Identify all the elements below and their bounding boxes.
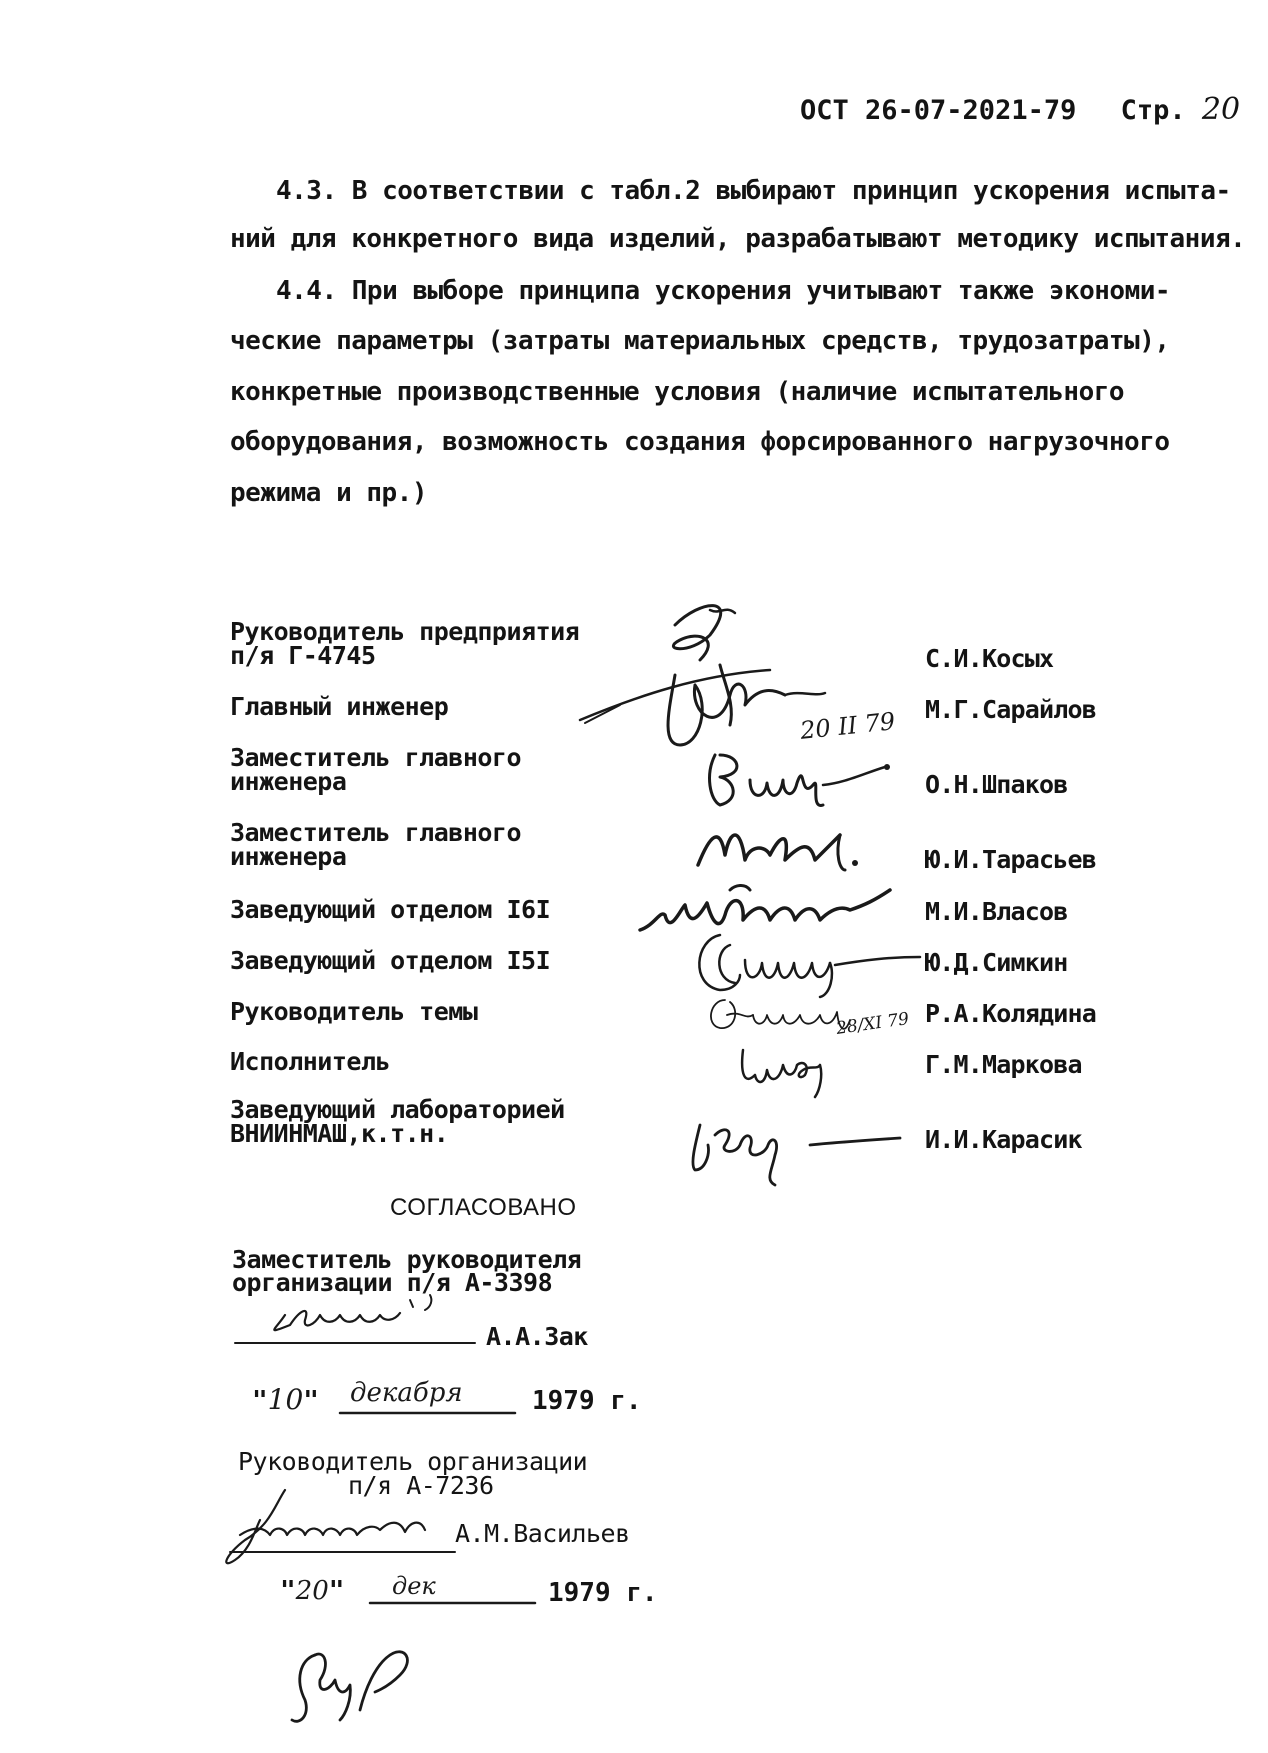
date-underline	[340, 1410, 520, 1416]
signature-vasiliev	[215, 1480, 465, 1570]
signatory-name: О.Н.Шпаков	[925, 770, 1068, 799]
signatory-title-line: Заместитель главного	[230, 818, 522, 847]
agreed-second-month: дек	[392, 1572, 436, 1600]
agreed-first-title-line: организации п/я А-3398	[232, 1268, 553, 1297]
signatory-title-line: Исполнитель	[230, 1047, 391, 1076]
signatory-title-line: Руководитель темы	[230, 997, 478, 1026]
paragraph-4-4-line-4: оборудования, возможность создания форсированного нагрузочного	[230, 427, 1170, 457]
signatory-title	[230, 1095, 565, 1148]
signatory-title-line: инженера	[230, 842, 347, 871]
signature-director-and-chief-engineer	[560, 595, 880, 765]
signatory-title-line: Руководитель предприятия	[230, 617, 580, 646]
agreed-second-day: 20	[295, 1576, 329, 1606]
signatory-title	[230, 743, 522, 796]
signatory-name: М.И.Власов	[925, 897, 1068, 926]
signatory-name: Ю.И.Тарасьев	[925, 845, 1097, 874]
signatory-title-line: Заместитель главного	[230, 743, 522, 772]
signature-markova	[735, 1035, 855, 1100]
signatory-name: М.Г.Сарайлов	[925, 695, 1097, 724]
paragraph-4-4-line-3: конкретные производственные условия (наличие испытательного	[230, 377, 1125, 407]
agreed-heading: СОГЛАСОВАНО	[390, 1194, 577, 1221]
handwritten-date: 28/XI 79	[834, 1009, 911, 1039]
signatory-title-line: инженера	[230, 767, 347, 796]
signature-simkin	[690, 925, 940, 1000]
signatory-title	[230, 997, 478, 1026]
document-number: ОСТ 26-07-2021-79	[800, 95, 1077, 126]
signatory-name: Г.М.Маркова	[925, 1050, 1082, 1079]
agreed-second-name: А.М.Васильев	[455, 1519, 630, 1548]
agreed-first-day: 10	[267, 1383, 304, 1416]
signature-bottom-initials	[290, 1640, 430, 1730]
signatory-title	[230, 895, 551, 924]
date-underline	[370, 1600, 540, 1606]
page-number: 20	[1201, 92, 1241, 127]
agreed-second-year: 1979 г.	[548, 1578, 658, 1608]
paragraph-4-4-line-2: ческие параметры (затраты материальных средств, трудозатраты),	[230, 326, 1170, 356]
agreed-first-title-line: Заместитель руководителя	[232, 1245, 582, 1274]
paragraph-4-3-line-1: 4.3. В соответствии с табл.2 выбирают принцип ускорения испыта-	[276, 176, 1231, 206]
paragraph-4-4-line-5: режима и пр.)	[230, 478, 427, 508]
signatory-title	[230, 1047, 391, 1076]
signatory-title	[230, 946, 551, 975]
signatory-title-line: Заведующий отделом I5I	[230, 946, 551, 975]
quote-mark: "	[303, 1386, 319, 1416]
paragraph-4-4-line-1: 4.4. При выборе принципа ускорения учитывают также экономи-	[276, 276, 1171, 306]
signature-karasik	[680, 1100, 910, 1190]
signature-shpakov	[695, 745, 895, 815]
signatory-title	[230, 818, 522, 871]
agreed-second-title-line: Руководитель организации	[238, 1447, 588, 1476]
agreed-first-month: декабря	[350, 1378, 463, 1408]
signature-zak	[235, 1285, 485, 1345]
signatory-title-line: Заведующий отделом I6I	[230, 895, 551, 924]
quote-mark: "	[252, 1386, 268, 1416]
signatory-title-line: п/я Г-4745	[230, 641, 376, 670]
signatory-name: Ю.Д.Симкин	[925, 948, 1068, 977]
signatory-title	[230, 692, 449, 721]
handwritten-date: 20 II 79	[798, 707, 897, 745]
agreed-second-title-line: п/я А-7236	[348, 1471, 494, 1500]
signatory-title-line: Заведующий лабораторией	[230, 1095, 565, 1124]
quote-mark: "	[328, 1576, 345, 1606]
page-header	[800, 92, 1240, 127]
agreed-first-name: А.А.Зак	[486, 1322, 588, 1351]
paragraph-4-3-line-2: ний для конкретного вида изделий, разрабатывают методику испытания.	[230, 224, 1246, 254]
signature-kolyadina	[705, 990, 875, 1040]
agreed-first-date	[252, 1383, 319, 1416]
signatory-title-line: Главный инженер	[230, 692, 449, 721]
signatory-title	[230, 617, 580, 670]
page-label: Стр.	[1120, 95, 1186, 126]
signatory-name: Р.А.Колядина	[925, 999, 1097, 1028]
signatory-name: С.И.Косых	[925, 644, 1054, 673]
quote-mark: "	[280, 1576, 296, 1606]
agreed-second-date	[280, 1576, 344, 1606]
signatory-name: И.И.Карасик	[925, 1125, 1082, 1154]
signatory-title-line: ВНИИНМАШ,к.т.н.	[230, 1119, 449, 1148]
agreed-first-year: 1979 г.	[532, 1386, 642, 1416]
